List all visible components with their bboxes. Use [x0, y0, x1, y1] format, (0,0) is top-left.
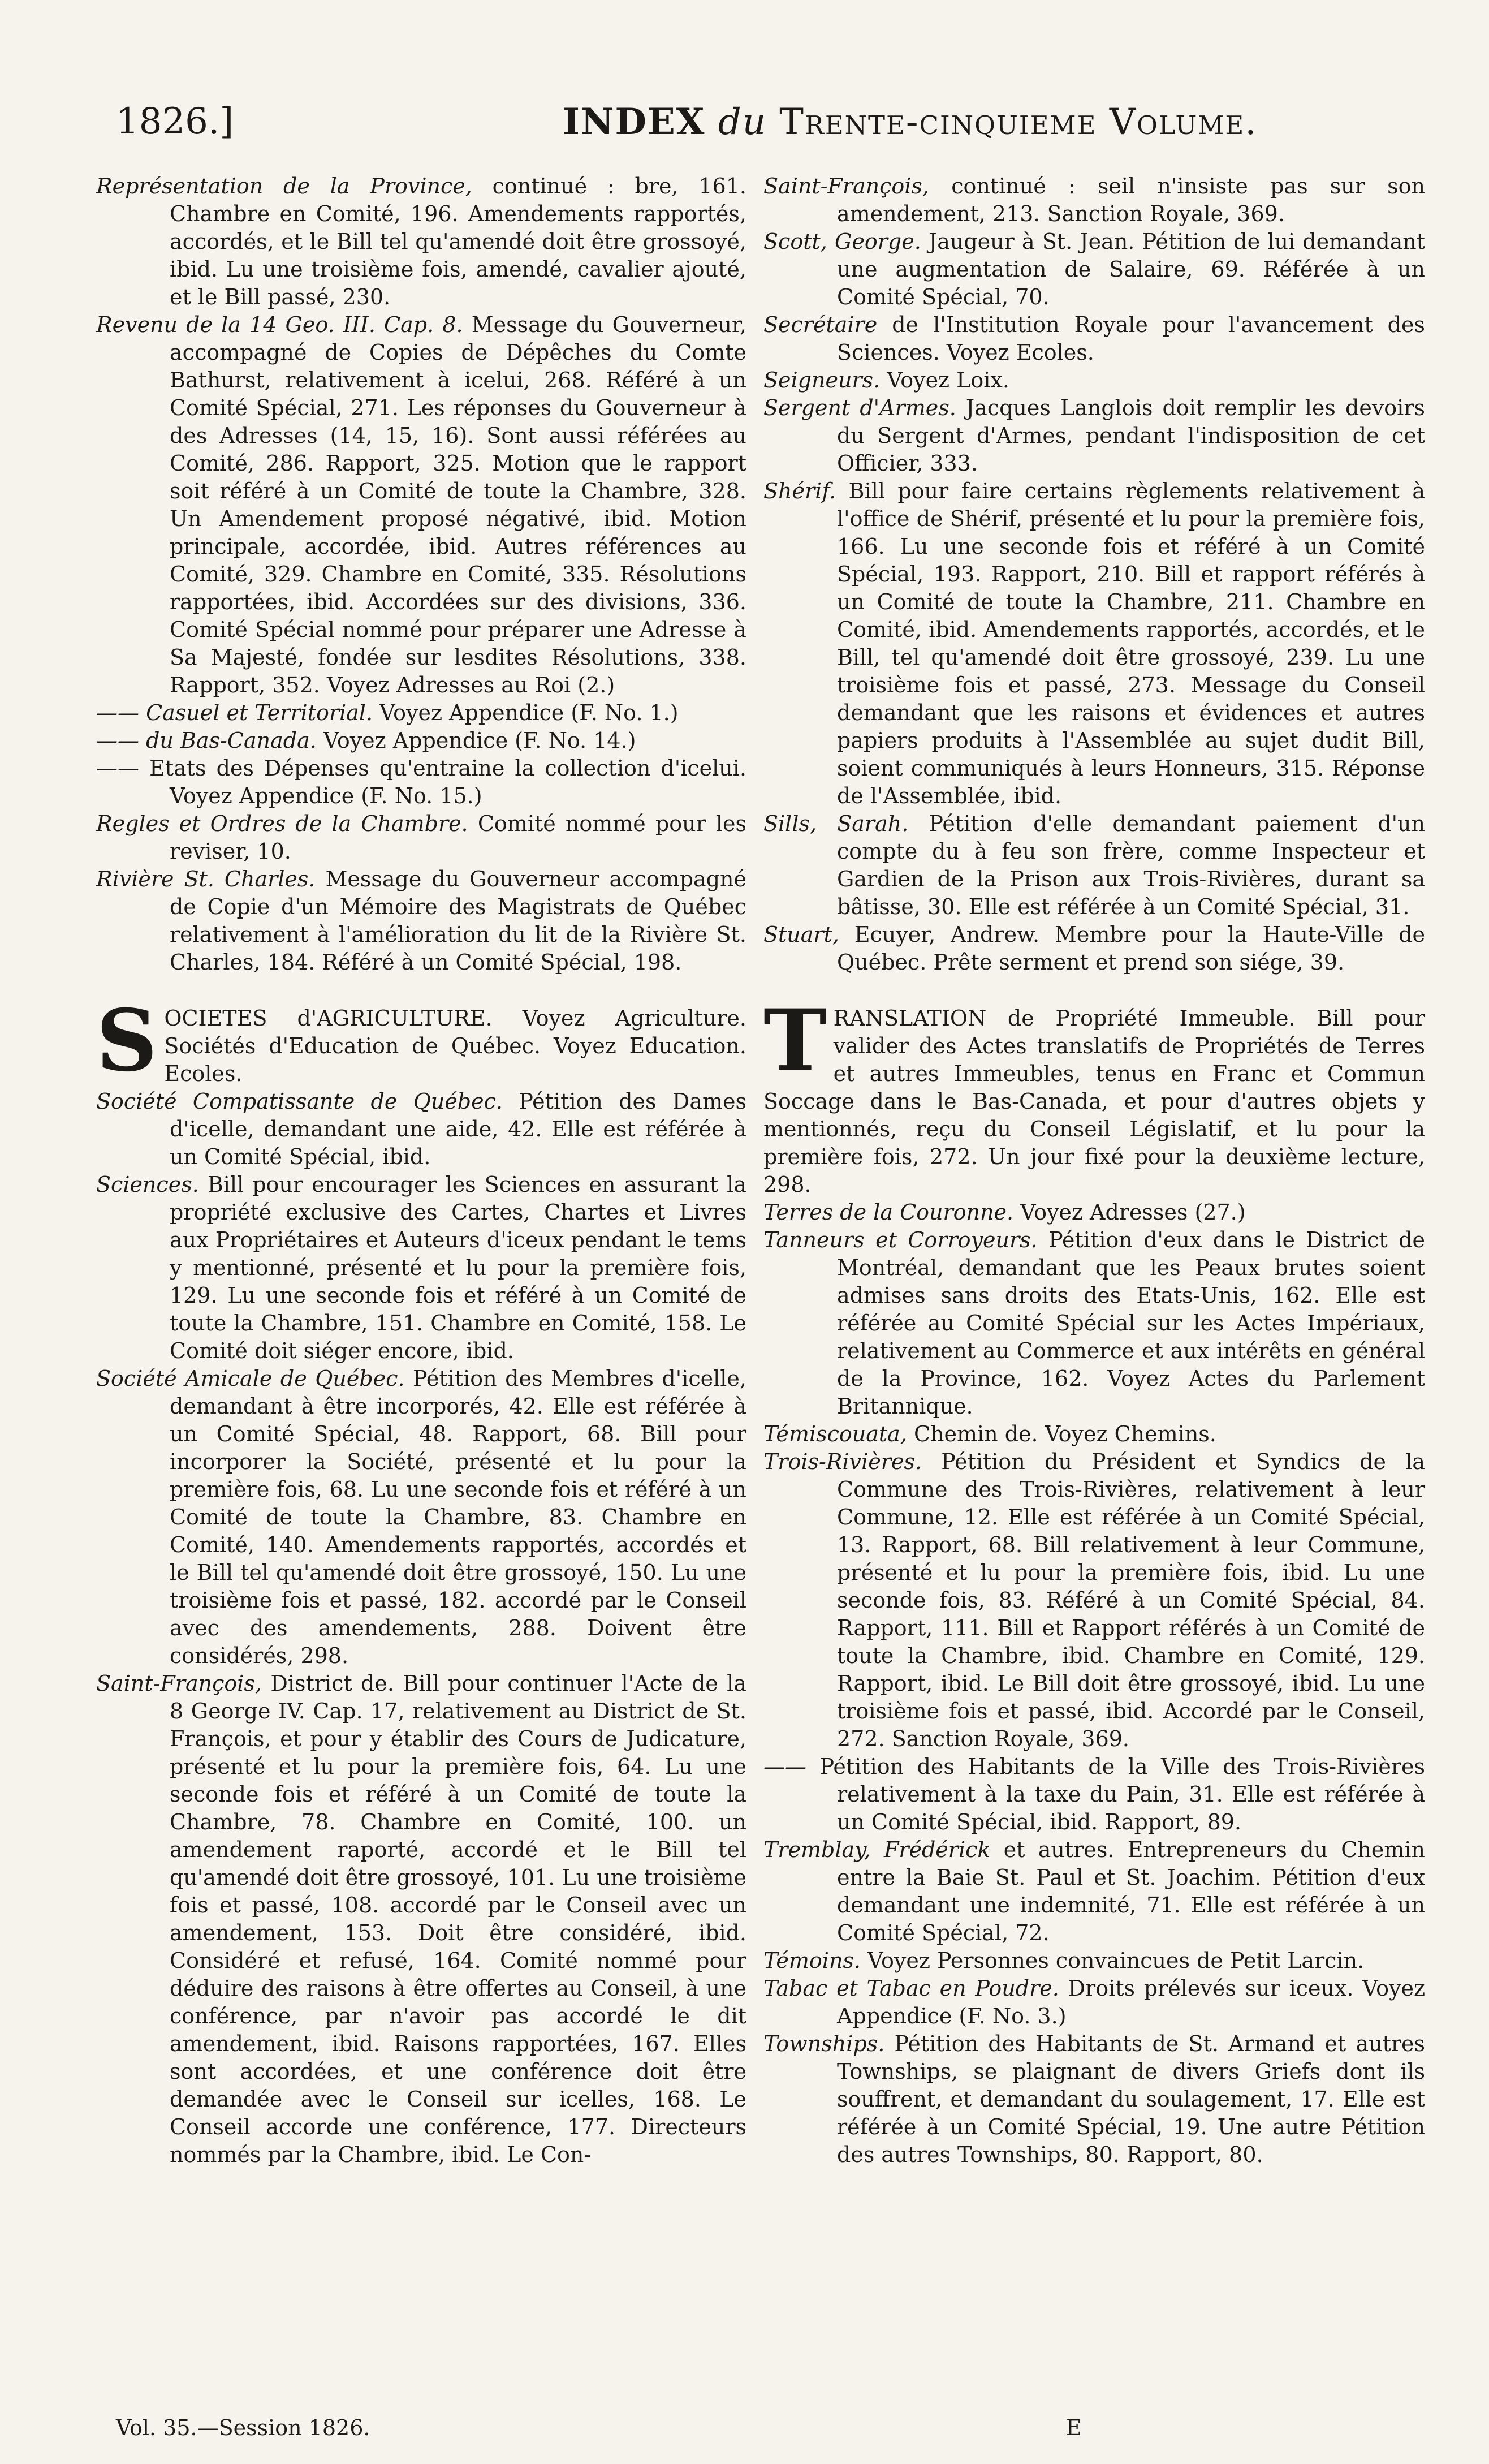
entry-text: OCIETES d'AGRICULTURE. Voyez Agriculture. Sociétés d'Education de Québec. Voyez Education. Ecoles.: [164, 1006, 746, 1086]
entry-text: Jaugeur à St. Jean. Pétition de lui demandant une augmentation de Salaire, 69. Référée à un Comité Spécial, 70.: [837, 229, 1425, 309]
drop-cap-letter: T: [763, 991, 827, 1091]
index-entry: [96, 865, 746, 976]
left-column: [96, 173, 746, 2169]
index-entry: [96, 810, 746, 865]
entry-text: Message du Gouverneur accompagné de Copie d'un Mémoire des Magistrats de Québec relativement à l'amélioration du lit de la Rivière St. Charles, 184. Référé à un Comité Spécial, 198.: [170, 867, 746, 975]
entry-text: Pétition des Habitants de St. Armand et autres Townships, se plaignant de divers Griefs dont ils souffrent, et demandant du soulagement, 17. Elle est référée à un Comité Spécial, 19. Une autre Pétition des autres Townships, 80. Rapport, 80.: [837, 2031, 1425, 2167]
index-entry: [96, 991, 746, 1091]
header-title-rest: Trente-cinquieme Volume.: [779, 101, 1258, 143]
right-column: [763, 173, 1425, 2169]
entry-text: Chemin de. Voyez Chemins.: [907, 1421, 1216, 1446]
index-entry: [763, 921, 1425, 976]
entry-text: Voyez Personnes convaincues de Petit Larcin.: [861, 1948, 1365, 1973]
header-title-du: du: [718, 101, 767, 143]
entry-heading: Tanneurs et Corroyeurs.: [763, 1227, 1038, 1252]
entry-text: Etats des Dépenses qu'entraine la collection d'icelui. Voyez Appendice (F. No. 15.): [139, 756, 746, 808]
entry-text: Ecuyer, Andrew. Membre pour la Haute-Ville de Québec. Prête serment et prend son siége, 39.: [837, 922, 1425, 975]
index-entry: [763, 367, 1425, 394]
entry-heading: Sergent d'Armes.: [763, 395, 956, 420]
footer-volume: Vol. 35.—Session 1826.: [116, 2415, 370, 2440]
entry-heading: Témoins.: [763, 1948, 861, 1973]
header-title-main: INDEX: [563, 101, 706, 143]
entry-text: Pétition des Habitants de la Ville des Trois-Rivières relativement à la taxe du Pain, 31. Elle est référée à un Comité Spécial, ibid. Rapport, 89.: [806, 1754, 1425, 1834]
entry-text: Voyez Appendice (F. No. 1.): [373, 700, 679, 725]
entry-text: Voyez Appendice (F. No. 14.): [316, 728, 636, 753]
entry-heading: —— du Bas-Canada.: [96, 728, 317, 753]
entry-text: Pétition des Membres d'icelle, demandant à être incorporés, 42. Elle est référée à un Comité Spécial, 48. Rapport, 68. Bill pour incorporer la Société, présenté et lu pour la première fois, 68. Lu une seconde fois et référé à un Comité de toute la Chambre, 83. Chambre en Comité, 140. Amendements rapportés, accordés et le Bill tel qu'amendé doit être grossoyé, 150. Lu une troisième fois et passé, 182. accordé par le Conseil avec des amendements, 288. Doivent être considérés, 298.: [170, 1366, 746, 1668]
entry-heading: Tremblay, Frédérick: [763, 1837, 991, 1862]
entry-heading: Townships.: [763, 2031, 885, 2056]
index-entry: [96, 1365, 746, 1670]
entry-text: District de. Bill pour continuer l'Acte de la 8 George IV. Cap. 17, relativement au District de St. François, et pour y établir des Cours de Judicature, présenté et lu pour la première fois, 64. Lu une seconde fois et référé à un Comité de toute la Chambre, 78. Chambre en Comité, 100. un amendement raporté, accordé et le Bill tel qu'amendé doit être grossoyé, 101. Lu une troisième fois et passé, 108. accordé par le Conseil avec un amendement, 153. Doit être considéré, ibid. Considéré et refusé, 164. Comité nommé pour déduire des raisons à être offertes au Conseil, à une conférence, par n'avoir pas accordé le dit amendement, ibid. Raisons rapportées, 167. Elles sont accordées, et une conférence doit être demandée avec le Conseil sur icelles, 168. Le Conseil accorde une conférence, 177. Directeurs nommés par la Chambre, ibid. Le Con-: [170, 1671, 746, 2167]
index-entry: [763, 991, 1425, 1199]
entry-heading: Rivière St. Charles.: [96, 867, 316, 891]
entry-heading: Sills, Sarah.: [763, 811, 909, 836]
entry-heading: —— Casuel et Territorial.: [96, 700, 373, 725]
index-entry: [763, 810, 1425, 921]
header-year: 1826.]: [116, 101, 234, 143]
index-entry: [763, 311, 1425, 367]
entry-text: et autres. Entrepreneurs du Chemin entre la Baie St. Paul et St. Joachim. Pétition d'eux demandant une indemnité, 71. Elle est référée à un Comité Spécial, 72.: [837, 1837, 1425, 1945]
entry-heading: Regles et Ordres de la Chambre.: [96, 811, 468, 836]
index-entry: [763, 1836, 1425, 1947]
index-entry: [763, 1448, 1425, 1753]
entry-heading: Tabac et Tabac en Poudre.: [763, 1976, 1059, 2001]
entry-heading: Revenu de la 14 Geo. III. Cap. 8.: [96, 312, 463, 337]
entry-heading: Témiscouata,: [763, 1421, 907, 1446]
entry-text: de l'Institution Royale pour l'avancement des Sciences. Voyez Ecoles.: [837, 312, 1425, 365]
index-entry: [763, 1947, 1425, 1975]
section-gap: [96, 976, 746, 1005]
entry-heading: Secrétaire: [763, 312, 878, 337]
entry-text: Bill pour faire certains règlements relativement à l'office de Shérif, présenté et lu pour la première fois, 166. Lu une seconde fois et référé à un Comité Spécial, 193. Rapport, 210. Bill et rapport référés à un Comité de toute la Chambre, 211. Chambre en Comité, ibid. Amendements rapportés, accordés, et le Bill, tel qu'amendé doit être grossoyé, 239. Lu une troisième fois et passé, 273. Message du Conseil demandant que les raisons et évidences et autres papiers produits à l'Assemblée au sujet dudit Bill, soient communiqués à leurs Honneurs, 315. Réponse de l'Assemblée, ibid.: [836, 479, 1425, 808]
entry-heading: Trois-Rivières.: [763, 1449, 922, 1474]
index-entry: [96, 1171, 746, 1365]
entry-heading: Saint-François,: [96, 1671, 262, 1696]
index-entry: [96, 699, 746, 727]
index-entry: [763, 1199, 1425, 1226]
entry-text: Pétition d'elle demandant paiement d'un compte du à feu son frère, comme Inspecteur et Gardien de la Prison aux Trois-Rivières, durant sa bâtisse, 30. Elle est référée à un Comité Spécial, 31.: [837, 811, 1425, 919]
entry-heading: Saint-François,: [763, 174, 929, 199]
entry-text: continué : bre, 161. Chambre en Comité, 196. Amendements rapportés, accordés, et le Bill tel qu'amendé doit être grossoyé, ibid. Lu une troisième fois, amendé, cavalier ajouté, et le Bill passé, 230.: [170, 174, 746, 309]
page-header: [116, 101, 1417, 152]
entry-heading: Shérif.: [763, 479, 836, 503]
index-entry: [96, 755, 746, 810]
entry-text: Pétition des Dames d'icelle, demandant une aide, 42. Elle est référée à un Comité Spécial, ibid.: [170, 1089, 746, 1169]
entry-heading: Société Amicale de Québec.: [96, 1366, 405, 1391]
index-entry: [96, 173, 746, 311]
entry-text: Message du Gouverneur, accompagné de Copies de Dépêches du Comte Bathurst, relativement à icelui, 268. Référé à un Comité Spécial, 271. Les réponses du Gouverneur à des Adresses (14, 15, 16). Sont aussi référées au Comité, 286. Rapport, 325. Motion que le rapport soit référé à un Comité de toute la Chambre, 328. Un Amendement proposé négativé, ibid. Motion principale, accordée, ibid. Autres références au Comité, 329. Chambre en Comité, 335. Résolutions rapportées, ibid. Accordées sur des divisions, 336. Comité Spécial nommé pour préparer une Adresse à Sa Majesté, fondée sur lesdites Résolutions, 338. Rapport, 352. Voyez Adresses au Roi (2.): [170, 312, 746, 697]
drop-cap-letter: S: [96, 991, 158, 1091]
entry-heading: Sciences.: [96, 1172, 199, 1197]
entry-text: Bill pour encourager les Sciences en assurant la propriété exclusive des Cartes, Chartes et Livres aux Propriétaires et Auteurs d'iceux pendant le tems y mentionné, présenté et lu pour la première fois, 129. Lu une seconde fois et référé à un Comité de toute la Chambre, 151. Chambre en Comité, 158. Le Comité doit siéger encore, ibid.: [170, 1172, 746, 1363]
index-entry: [763, 1420, 1425, 1448]
header-title: [563, 101, 1258, 143]
entry-text: Voyez Adresses (27.): [1013, 1200, 1246, 1225]
index-entry: [96, 1088, 746, 1171]
index-entry: [763, 1753, 1425, 1836]
entry-heading: ——: [96, 756, 139, 781]
entry-heading: Société Compatissante de Québec.: [96, 1089, 503, 1114]
entry-heading: Représentation de la Province,: [96, 174, 472, 199]
entry-text: Jacques Langlois doit remplir les devoirs du Sergent d'Armes, pendant l'indisposition de cet Officier, 333.: [837, 395, 1425, 476]
section-gap: [763, 976, 1425, 1005]
entry-text: continué : seil n'insiste pas sur son amendement, 213. Sanction Royale, 369.: [837, 174, 1425, 226]
entry-text: Voyez Loix.: [880, 368, 1009, 393]
entry-heading: Stuart,: [763, 922, 839, 947]
index-entry: [763, 394, 1425, 477]
index-entry: [96, 311, 746, 699]
entry-heading: Seigneurs.: [763, 368, 881, 393]
entry-heading: ——: [763, 1754, 806, 1779]
index-entry: [763, 228, 1425, 311]
footer-signature: E: [1066, 2415, 1082, 2440]
entry-heading: Terres de la Couronne.: [763, 1200, 1014, 1225]
index-entry: [96, 727, 746, 755]
entry-text: Droits prélevés sur iceux. Voyez Appendice (F. No. 3.): [837, 1976, 1425, 2028]
entry-text: RANSLATION de Propriété Immeuble. Bill pour valider des Actes translatifs de Propriétés de Terres et autres Immeubles, tenus en Franc et Commun Soccage dans le Bas-Canada, et pour d'autres objets y mentionnés, reçu du Conseil Législatif, et lu pour la première fois, 272. Un jour fixé pour la deuxième lecture, 298.: [763, 1006, 1425, 1197]
index-entry: [763, 1975, 1425, 2030]
index-entry: [763, 2030, 1425, 2169]
entry-text: Pétition d'eux dans le District de Montréal, demandant que les Peaux brutes soient admises sans droits des Etats-Unis, 162. Elle est référée au Comité Spécial sur les Actes Impériaux, relativement au Commerce et aux intérêts en général de la Province, 162. Voyez Actes du Parlement Britannique.: [837, 1227, 1425, 1419]
index-entry: [96, 1670, 746, 2169]
entry-heading: Scott, George.: [763, 229, 921, 254]
entry-text: Comité nommé pour les reviser, 10.: [170, 811, 747, 864]
index-entry: [763, 1226, 1425, 1420]
entry-text: Pétition du Président et Syndics de la Commune des Trois-Rivières, relativement à leur Commune, 12. Elle est référée à un Comité Spécial, 13. Rapport, 68. Bill relativement à leur Commune, présenté et lu pour la première fois, ibid. Lu une seconde fois, 83. Référé à un Comité Spécial, 84. Rapport, 111. Bill et Rapport référés à un Comité de toute la Chambre, ibid. Chambre en Comité, 129. Rapport, ibid. Le Bill doit être grossoyé, ibid. Lu une troisième fois et passé, ibid. Accordé par le Conseil, 272. Sanction Royale, 369.: [837, 1449, 1425, 1751]
page-footer: [116, 2415, 1417, 2449]
index-entry: [763, 173, 1425, 228]
index-entry: [763, 477, 1425, 810]
